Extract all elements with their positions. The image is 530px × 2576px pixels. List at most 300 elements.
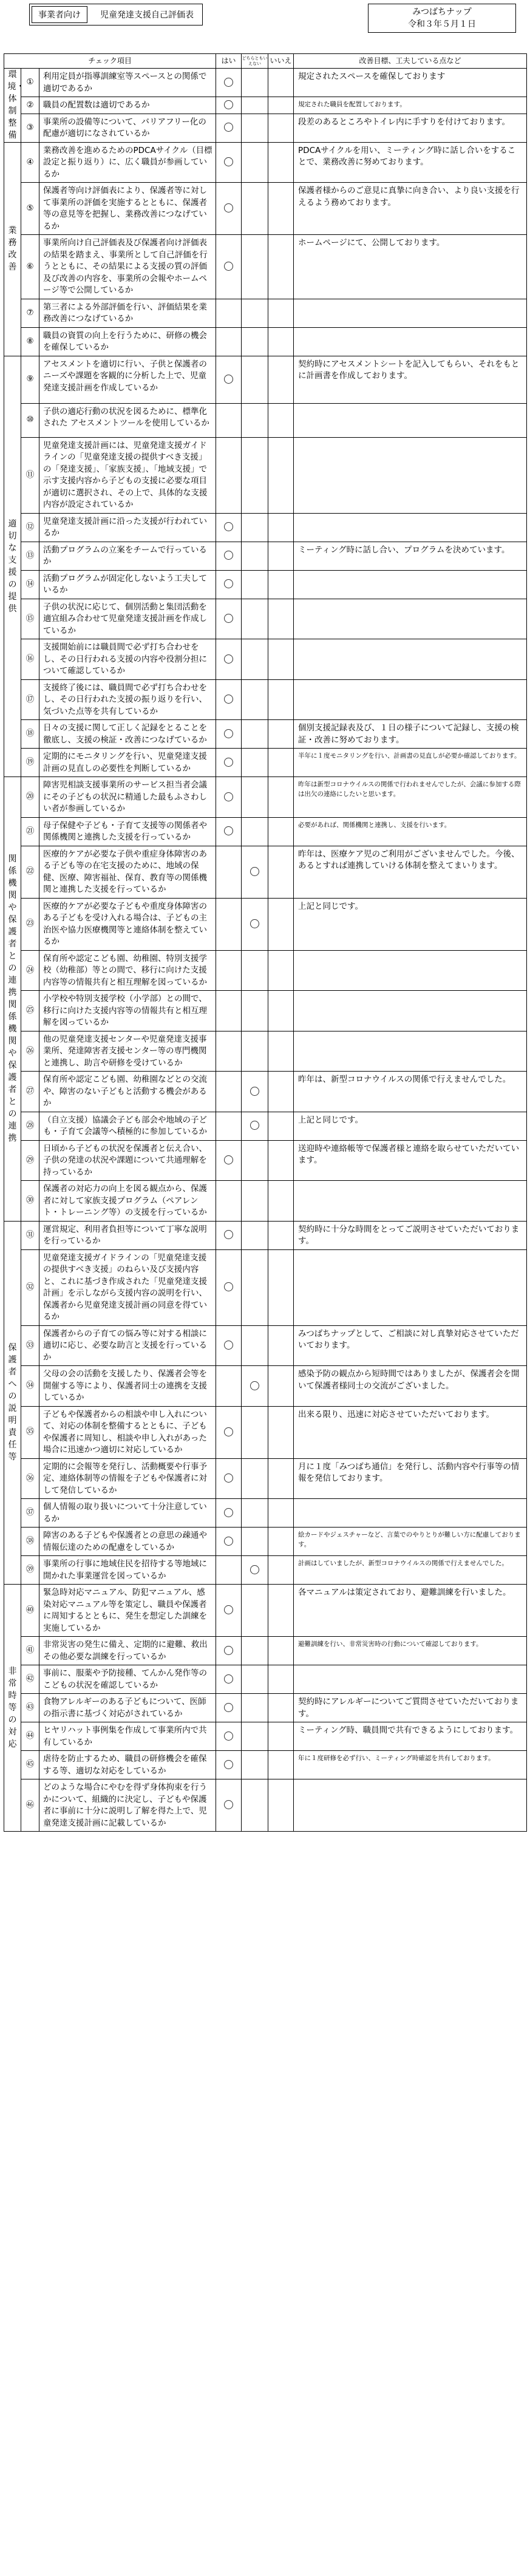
answer-yes-cell[interactable] [216,777,242,818]
checked-circle-icon [224,1703,233,1712]
remarks-cell: 年に１度研修を必ず行い、ミーティング時確認を共有しております。 [294,1751,527,1779]
answer-no-cell[interactable] [268,1140,294,1181]
answer-yes-cell[interactable] [216,356,242,403]
answer-yes-cell[interactable] [216,1499,242,1528]
answer-no-cell[interactable] [268,679,294,720]
item-number-cell [21,1556,39,1585]
remarks-cell [294,299,527,327]
item-number: ㊳ [25,1536,35,1546]
item-number-cell [21,1140,39,1181]
answer-unsure-cell[interactable] [242,749,268,777]
answer-yes-cell[interactable] [216,1140,242,1181]
check-item: 児童発達支援計画には、児童発達支援ガイドラインの「児童発達支援の提供すべき支援」の「発達支援」、「家族支援」、「地域支援」で示す支援内容から子どもの支援に必要な項目が適切に選択され、その上で、具体的な支援内容が設定されているか [39,437,216,513]
answer-unsure-cell[interactable] [242,1112,268,1140]
answer-yes-cell[interactable] [216,749,242,777]
org-name: みつばちナップ [412,7,472,17]
answer-unsure-cell[interactable] [242,97,268,114]
answer-unsure-cell[interactable] [242,1072,268,1112]
table-row [4,720,527,749]
answer-yes-cell[interactable] [216,1665,242,1694]
remarks-cell: 各マニュアルは策定されており、避難訓練を行いました。 [294,1585,527,1637]
target-label: 事業者向け [32,6,87,23]
answer-yes-cell[interactable] [216,69,242,97]
answer-yes-cell[interactable] [216,639,242,680]
answer-no-cell[interactable] [268,1585,294,1637]
answer-unsure-cell[interactable] [242,327,268,356]
answer-no-cell[interactable] [268,1458,294,1499]
checked-circle-icon [224,1800,233,1809]
remarks-cell [294,1181,527,1222]
table-row [4,1458,527,1499]
item-number: ㉑ [25,826,35,836]
table-row [4,846,527,898]
check-item: 事業所の行事に地域住民を招待する等地域に開かれた事業運営を図っているか [39,1556,216,1585]
remarks-cell: 月に１度「みつばち通信」を発行し、活動内容や行事等の情報を発信しております。 [294,1458,527,1499]
answer-unsure-cell[interactable] [242,403,268,437]
remarks-cell [294,599,527,639]
section-name: 非常時等の対応 [8,1667,17,1749]
item-number: ㉙ [25,1155,35,1165]
table-row [4,356,527,403]
item-number-cell [21,1072,39,1112]
answer-no-cell[interactable] [268,570,294,599]
check-item: 小学校や特別支援学校（小学部）との間で、移行に向けた支援内容等の情報共有と相互理解を図っているか [39,991,216,1031]
item-number-cell [21,1221,39,1249]
checked-circle-icon [224,792,233,801]
item-number: ⑰ [25,694,35,704]
check-item: ヒヤリハット事例集を作成して事業所内で共有しているか [39,1722,216,1751]
section-name: 業務改善 [8,226,17,272]
item-number: ㉚ [25,1195,35,1205]
answer-yes-cell[interactable] [216,542,242,570]
check-item: 保護者等向け評価表により、保護者等に対して事業所の評価を実施するとともに、保護者等の意見等を把握し、業務改善につなげているか [39,183,216,235]
answer-unsure-cell[interactable] [242,846,268,898]
item-number: ⑥ [26,261,34,271]
answer-no-cell[interactable] [268,1722,294,1751]
answer-no-cell[interactable] [268,437,294,513]
answer-yes-cell[interactable] [216,1221,242,1249]
answer-yes-cell[interactable] [216,114,242,142]
answer-no-cell[interactable] [268,97,294,114]
item-number: ⑬ [25,550,35,560]
table-row [4,1366,527,1407]
header [4,0,526,53]
answer-no-cell[interactable] [268,777,294,818]
answer-yes-cell[interactable] [216,1779,242,1832]
col-header-item: チェック項目 [4,54,216,69]
checked-circle-icon [224,262,233,271]
answer-no-cell[interactable] [268,513,294,542]
check-item: 医療的ケアが必要な子どもや重度身体障害のある子どもを受け入れる場合は、子どもの主治医や協力医療機関等と連絡体制を整えているか [39,898,216,950]
item-number-cell [21,1181,39,1222]
checked-circle-icon [224,1282,233,1291]
remarks-cell: 上記と同じです。 [294,898,527,950]
remarks-cell: 上記と同じです。 [294,1112,527,1140]
answer-unsure-cell[interactable] [242,1751,268,1779]
item-number: ⑦ [26,307,34,318]
table-row [4,1181,527,1222]
checked-circle-icon [250,1565,259,1574]
table-row [4,1528,527,1556]
answer-unsure-cell[interactable] [242,777,268,818]
item-number-cell [21,1528,39,1556]
item-number: ㉟ [25,1427,35,1437]
answer-yes-cell[interactable] [216,720,242,749]
answer-no-cell[interactable] [268,356,294,403]
answer-no-cell[interactable] [268,1072,294,1112]
answer-no-cell[interactable] [268,235,294,299]
answer-unsure-cell[interactable] [242,114,268,142]
remarks-cell [294,513,527,542]
answer-no-cell[interactable] [268,142,294,183]
answer-yes-cell[interactable] [216,403,242,437]
check-item: 保育所や認定こども園、幼稚園などとの交流や、障害のない子どもと活動する機会があるか [39,1072,216,1112]
answer-yes-cell[interactable] [216,1751,242,1779]
item-number: ㉜ [25,1282,35,1292]
table-row [4,1556,527,1585]
checked-circle-icon [224,123,233,132]
answer-yes-cell[interactable] [216,1556,242,1585]
item-number-cell [21,1499,39,1528]
checked-circle-icon [224,1731,233,1741]
answer-no-cell[interactable] [268,1779,294,1832]
answer-unsure-cell[interactable] [242,991,268,1031]
answer-no-cell[interactable] [268,183,294,235]
answer-yes-cell[interactable] [216,183,242,235]
check-item: 虐待を防止するため、職員の研修機会を確保する等、適切な対応をしているか [39,1751,216,1779]
item-number: ⑨ [26,374,34,384]
item-number: ⑤ [26,203,34,213]
org-box [368,4,516,33]
check-item: 活動プログラムの立案をチームで行っているか [39,542,216,570]
answer-yes-cell[interactable] [216,570,242,599]
item-number-cell [21,1751,39,1779]
answer-unsure-cell[interactable] [242,639,268,680]
item-number: ⑩ [26,415,34,425]
item-number: ㉗ [25,1086,35,1096]
table-row [4,1031,527,1072]
item-number-cell [21,749,39,777]
item-number-cell [21,720,39,749]
checked-circle-icon [224,579,233,588]
self-evaluation-table [4,53,527,1832]
table-row [4,114,527,142]
answer-no-cell[interactable] [268,327,294,356]
section-name: 関係機関や保護者との連携関係機関や保護者との連携 [8,854,17,1144]
answer-no-cell[interactable] [268,817,294,846]
answer-no-cell[interactable] [268,991,294,1031]
check-item: 日々の支援に関して正しく記録をとることを徹底し、支援の検証・改善につなげているか [39,720,216,749]
answer-unsure-cell[interactable] [242,542,268,570]
check-item: 児童発達支援ガイドラインの「児童発達支援の提供すべき支援」のねらい及び支援内容と、これに基づき作成された「児童発達支援計画」を示しながら支援内容の説明を行い、保護者から児童発達支援計画の同意を得ているか [39,1249,216,1325]
table-row [4,1325,527,1366]
checked-circle-icon [224,1605,233,1614]
answer-unsure-cell[interactable] [242,599,268,639]
checked-circle-icon [250,919,259,928]
answer-no-cell[interactable] [268,1751,294,1779]
item-number: ㊵ [25,1605,35,1615]
remarks-cell: 昨年は、新型コロナウイルスの関係で行えませんでした。 [294,1072,527,1112]
item-number-cell [21,1722,39,1751]
answer-yes-cell[interactable] [216,1458,242,1499]
table-row [4,299,527,327]
answer-unsure-cell[interactable] [242,1637,268,1665]
answer-yes-cell[interactable] [216,1072,242,1112]
item-number: ⑲ [25,757,35,767]
answer-unsure-cell[interactable] [242,1779,268,1832]
check-item: 父母の会の活動を支援したり、保護者会等を開催する等により、保護者同士の連携を支援しているか [39,1366,216,1407]
remarks-cell [294,950,527,991]
item-number: ⑭ [25,579,35,589]
item-number-cell [21,183,39,235]
answer-yes-cell[interactable] [216,599,242,639]
answer-yes-cell[interactable] [216,1637,242,1665]
item-number-cell [21,437,39,513]
answer-no-cell[interactable] [268,950,294,991]
item-number: ⑱ [25,729,35,739]
check-item: 障害のある子どもや保護者との意思の疎通や情報伝達のための配慮をしているか [39,1528,216,1556]
answer-no-cell[interactable] [268,1325,294,1366]
answer-unsure-cell[interactable] [242,235,268,299]
answer-yes-cell[interactable] [216,235,242,299]
answer-yes-cell[interactable] [216,1585,242,1637]
remarks-cell [294,1665,527,1694]
checked-circle-icon [224,826,233,835]
answer-unsure-cell[interactable] [242,1221,268,1249]
item-number: ⑫ [25,522,35,532]
remarks-cell: 出来る限り、迅速に対応させていただいております。 [294,1406,527,1458]
answer-yes-cell[interactable] [216,846,242,898]
section-category [4,142,21,356]
answer-unsure-cell[interactable] [242,570,268,599]
answer-yes-cell[interactable] [216,1325,242,1366]
remarks-cell: 個別支援記録表及び、１日の様子について記録し、支援の検証・改善に努めております。 [294,720,527,749]
answer-unsure-cell[interactable] [242,69,268,97]
section-category [4,356,21,777]
check-item: どのような場合にやむを得ず身体拘束を行うかについて、組織的に決定し、子どもや保護者に事前に十分に説明し了解を得た上で、児童発達支援計画に記載しているか [39,1779,216,1832]
answer-unsure-cell[interactable] [242,1140,268,1181]
item-number-cell [21,570,39,599]
answer-yes-cell[interactable] [216,950,242,991]
item-number-cell [21,777,39,818]
answer-no-cell[interactable] [268,1528,294,1556]
answer-no-cell[interactable] [268,1499,294,1528]
checked-circle-icon [250,1121,259,1130]
answer-no-cell[interactable] [268,542,294,570]
table-row [4,777,527,818]
answer-yes-cell[interactable] [216,1181,242,1222]
answer-yes-cell[interactable] [216,1112,242,1140]
answer-unsure-cell[interactable] [242,1694,268,1722]
check-item: 支援終了後には、職員間で必ず打ち合わせをし、その日行われた支援の振り返りを行い、気づいた点等を共有しているか [39,679,216,720]
answer-yes-cell[interactable] [216,1366,242,1407]
answer-unsure-cell[interactable] [242,898,268,950]
answer-unsure-cell[interactable] [242,513,268,542]
item-number-cell [21,1406,39,1458]
section-name: 環境・体制整備 [7,70,25,141]
check-item: 職員の配置数は適切であるか [39,97,216,114]
checked-circle-icon [224,614,233,623]
item-number: ⑪ [25,469,35,480]
answer-unsure-cell[interactable] [242,1031,268,1072]
answer-unsure-cell[interactable] [242,142,268,183]
answer-no-cell[interactable] [268,1031,294,1072]
checked-circle-icon [224,729,233,738]
item-number: ㉝ [25,1340,35,1350]
item-number: ㉖ [25,1045,35,1056]
answer-unsure-cell[interactable] [242,356,268,403]
answer-yes-cell[interactable] [216,437,242,513]
table-row [4,570,527,599]
answer-yes-cell[interactable] [216,1406,242,1458]
item-number-cell [21,142,39,183]
document-title: 児童発達支援自己評価表 [100,10,194,20]
answer-unsure-cell[interactable] [242,1499,268,1528]
answer-unsure-cell[interactable] [242,1458,268,1499]
answer-unsure-cell[interactable] [242,1528,268,1556]
remarks-cell [294,437,527,513]
answer-unsure-cell[interactable] [242,720,268,749]
item-number: ㉛ [25,1229,35,1240]
item-number: ㊸ [25,1702,35,1713]
answer-no-cell[interactable] [268,403,294,437]
remarks-cell: ミーティング時、職員間で共有できるようにしております。 [294,1722,527,1751]
checked-circle-icon [224,522,233,531]
answer-unsure-cell[interactable] [242,950,268,991]
answer-yes-cell[interactable] [216,1694,242,1722]
remarks-cell: 半年に１度モニタリングを行い、計画書の見直しが必要か確認しております。 [294,749,527,777]
answer-no-cell[interactable] [268,299,294,327]
item-number: ㊲ [25,1507,35,1518]
item-number: ㉘ [25,1120,35,1130]
answer-no-cell[interactable] [268,898,294,950]
item-number: ㉞ [25,1381,35,1390]
col-header-unsure: どちらともいえない [242,54,268,69]
checked-circle-icon [224,695,233,704]
check-item: （自立支援）協議会子ども部会や地域の子ども・子育て会議等へ積極的に参加しているか [39,1112,216,1140]
answer-no-cell[interactable] [268,69,294,97]
answer-unsure-cell[interactable] [242,299,268,327]
table-row [4,1637,527,1665]
check-item: 他の児童発達支援センターや児童発達支援事業所、発達障害者支援センター等の専門機関と連携し、助言や研修を受けているか [39,1031,216,1072]
check-item: 非常災害の発生に備え、定期的に避難、救出その他必要な訓練を行っているか [39,1637,216,1665]
item-number-cell [21,1665,39,1694]
answer-unsure-cell[interactable] [242,183,268,235]
answer-no-cell[interactable] [268,599,294,639]
answer-no-cell[interactable] [268,1637,294,1665]
answer-no-cell[interactable] [268,1221,294,1249]
item-number: ㊻ [25,1799,35,1810]
item-number: ① [26,77,34,87]
answer-no-cell[interactable] [268,1181,294,1222]
check-item: 運営規定、利用者負担等について丁寧な説明を行っているか [39,1221,216,1249]
item-number-cell [21,327,39,356]
answer-yes-cell[interactable] [216,1249,242,1325]
answer-unsure-cell[interactable] [242,679,268,720]
answer-no-cell[interactable] [268,114,294,142]
table-row [4,142,527,183]
section-category [4,1221,21,1585]
answer-yes-cell[interactable] [216,299,242,327]
answer-yes-cell[interactable] [216,817,242,846]
table-row [4,1694,527,1722]
answer-no-cell[interactable] [268,749,294,777]
check-item: 事業所の設備等について、バリアフリー化の配慮が適切になされているか [39,114,216,142]
table-row [4,679,527,720]
answer-unsure-cell[interactable] [242,1249,268,1325]
table-row [4,1249,527,1325]
item-number-cell [21,950,39,991]
remarks-cell: 感染予防の観点から短時間ではありましたが、保護者会を開いて保護者様同士の交流がございました。 [294,1366,527,1407]
checked-circle-icon [250,867,259,876]
answer-no-cell[interactable] [268,1694,294,1722]
checked-circle-icon [224,1155,233,1164]
answer-unsure-cell[interactable] [242,1585,268,1637]
item-number-cell [21,114,39,142]
answer-no-cell[interactable] [268,1665,294,1694]
answer-unsure-cell[interactable] [242,1325,268,1366]
answer-no-cell[interactable] [268,1249,294,1325]
check-item: 母子保健や子ども・子育て支援等の関係者や関係機関と連携した支援を行っているか [39,817,216,846]
answer-unsure-cell[interactable] [242,437,268,513]
check-item: 日頃から子どもの状況を保護者と伝え合い、子供の発達の状況や課題について共通理解を持っているか [39,1140,216,1181]
item-number-cell [21,898,39,950]
answer-unsure-cell[interactable] [242,1665,268,1694]
item-number: ㊱ [25,1473,35,1483]
table-row [4,1751,527,1779]
answer-unsure-cell[interactable] [242,1181,268,1222]
answer-unsure-cell[interactable] [242,1556,268,1585]
answer-yes-cell[interactable] [216,898,242,950]
table-row [4,403,527,437]
check-item: 食物アレルギーのある子どもについて、医師の指示書に基づく対応がされているか [39,1694,216,1722]
answer-yes-cell[interactable] [216,1722,242,1751]
answer-no-cell[interactable] [268,1366,294,1407]
answer-no-cell[interactable] [268,1556,294,1585]
answer-yes-cell[interactable] [216,1031,242,1072]
remarks-cell [294,1779,527,1832]
check-item: 子どもや保護者からの相談や申し入れについて、対応の体制を整備するとともに、子どもや保護者に周知し、相談や申し入れがあった場合に迅速かつ適切に対応しているか [39,1406,216,1458]
item-number-cell [21,639,39,680]
answer-yes-cell[interactable] [216,679,242,720]
date: 令和３年５月１日 [408,19,476,29]
answer-yes-cell[interactable] [216,97,242,114]
answer-yes-cell[interactable] [216,1528,242,1556]
item-number: ㊶ [25,1645,35,1656]
answer-unsure-cell[interactable] [242,1406,268,1458]
answer-unsure-cell[interactable] [242,1722,268,1751]
check-item: 子供の適応行動の状況を図るために、標準化された アセスメントツールを使用しているか [39,403,216,437]
answer-no-cell[interactable] [268,720,294,749]
answer-no-cell[interactable] [268,639,294,680]
answer-yes-cell[interactable] [216,327,242,356]
answer-yes-cell[interactable] [216,142,242,183]
checked-circle-icon [224,1508,233,1517]
remarks-cell: 契約時にアセスメントシートを記入してもらい、それをもとに計画書を作成しております。 [294,356,527,403]
checked-circle-icon [224,758,233,767]
answer-unsure-cell[interactable] [242,817,268,846]
answer-no-cell[interactable] [268,846,294,898]
checked-circle-icon [250,1381,259,1390]
answer-unsure-cell[interactable] [242,1366,268,1407]
item-number-cell [21,1637,39,1665]
answer-yes-cell[interactable] [216,991,242,1031]
table-row [4,1499,527,1528]
remarks-cell: 規定された職員を配置しております。 [294,97,527,114]
answer-yes-cell[interactable] [216,513,242,542]
answer-no-cell[interactable] [268,1406,294,1458]
answer-no-cell[interactable] [268,1112,294,1140]
